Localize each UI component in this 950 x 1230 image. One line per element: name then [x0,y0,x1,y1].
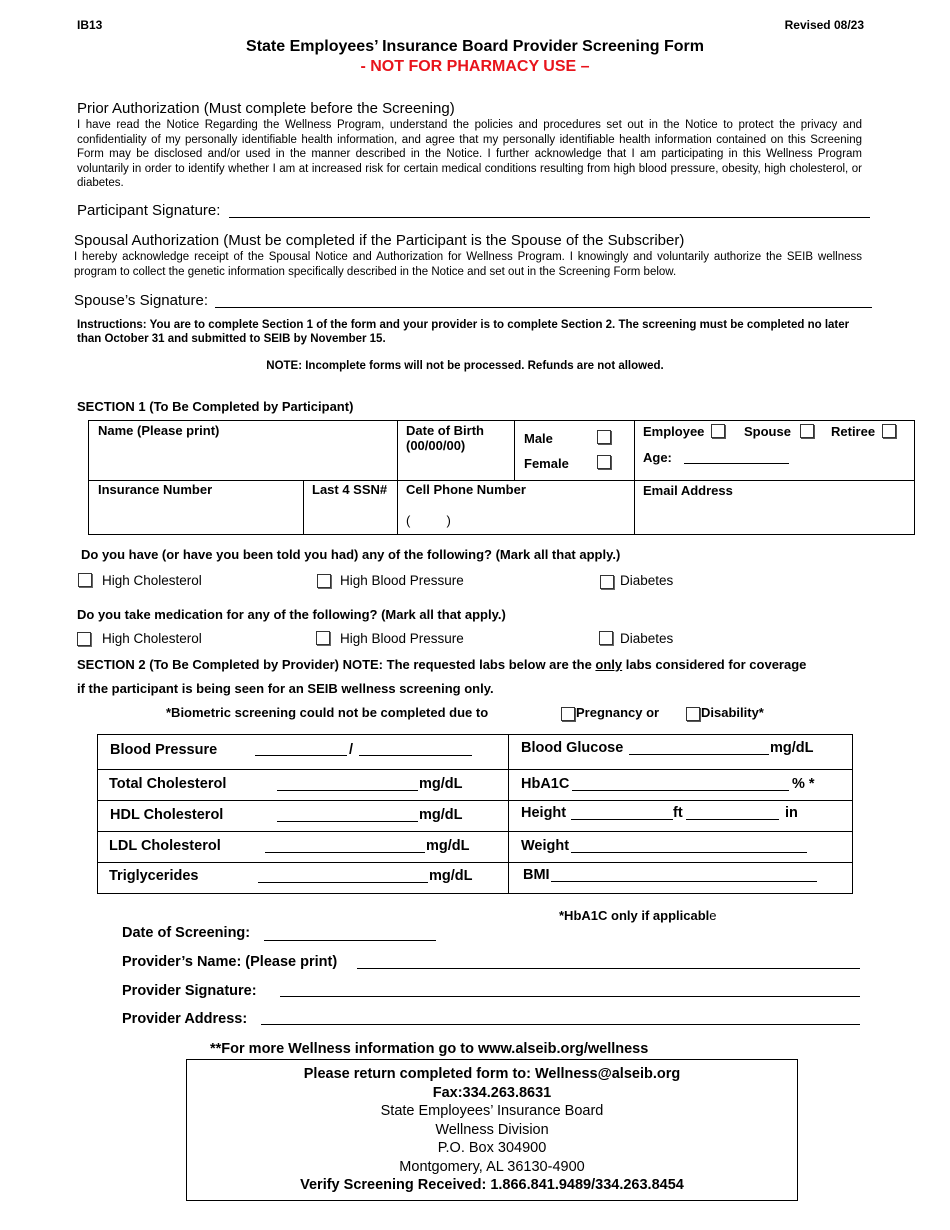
q2-high-cholesterol-label: High Cholesterol [102,631,202,646]
male-label: Male [524,431,553,446]
email-label: Email Address [643,483,733,498]
pregnancy-checkbox[interactable] [561,707,575,721]
blood-glucose-cell [509,735,853,770]
wellness-info-link: **For more Wellness information go to www.alseib.org/wellness [210,1041,649,1057]
height-inches-line[interactable] [686,819,779,820]
spouse-label: Spouse [744,424,791,439]
q1-high-cholesterol-checkbox[interactable] [78,573,92,587]
total-cholesterol-line[interactable] [277,790,418,791]
name-label: Name (Please print) [98,423,220,438]
blood-glucose-label: Blood Glucose [521,740,624,756]
hdl-cholesterol-cell [98,801,509,832]
triglycerides-unit: mg/dL [429,868,473,884]
spousal-auth-heading: Spousal Authorization (Must be completed if the Participant is the Spouse of the Subscriber) [74,232,685,249]
q2-diabetes-checkbox[interactable] [599,631,613,645]
hba1c-note-text: *HbA1C only if applicabl [559,908,710,923]
dob-format: (00/00/00) [406,438,466,453]
provider-signature-line[interactable] [280,996,860,997]
prior-auth-heading: Prior Authorization (Must complete before the Screening) [77,100,455,117]
q1-high-blood-pressure-checkbox[interactable] [317,574,331,588]
date-of-screening-label: Date of Screening: [122,925,251,941]
q2-diabetes-label: Diabetes [620,631,674,646]
insurance-number-label: Insurance Number [98,482,213,497]
hba1c-label: HbA1C [521,776,570,792]
provider-name-line[interactable] [357,968,860,969]
biometric-not-completed-note: *Biometric screening could not be completed due to [166,705,489,720]
biometrics-table [97,734,853,894]
po-box: P.O. Box 304900 [437,1140,547,1156]
height-feet-unit: ft [673,805,683,821]
triglycerides-line[interactable] [258,882,428,883]
weight-line[interactable] [571,852,807,853]
blood-glucose-line[interactable] [629,754,769,755]
participant-signature-label: Participant Signature: [77,202,221,219]
q1-high-cholesterol-label: High Cholesterol [102,573,202,588]
female-checkbox[interactable] [597,455,611,469]
height-label: Height [521,805,567,821]
section2-heading-text: SECTION 2 (To Be Completed by Provider) NOTE: The requested labs below are the [77,657,596,672]
question-conditions: Do you have (or have you been told you had) any of the following? (Mark all that apply.) [81,547,621,562]
section1-heading: SECTION 1 (To Be Completed by Participant) [77,399,354,414]
male-checkbox[interactable] [597,430,611,444]
section2-heading-tail: labs considered for coverage [622,657,807,672]
provider-name-label: Provider’s Name: (Please print) [122,954,338,970]
retiree-label: Retiree [831,424,876,439]
instructions: Instructions: You are to complete Section 1 of the form and your provider is to complete Section 2. The screening must be completed no later than October 31 and submitted to SEIB by November 15. [77,319,850,345]
participant-info-table [88,420,915,535]
systolic-line[interactable] [255,755,347,756]
hba1c-note-tail: e [709,908,717,923]
city-state-zip: Montgomery, AL 36130-4900 [399,1158,585,1175]
provider-address-line[interactable] [261,1024,860,1025]
weight-label: Weight [521,838,570,854]
section2-note-line1 [77,657,806,672]
blood-pressure-cell [98,735,509,770]
provider-signature-label: Provider Signature: [122,983,257,999]
age-line[interactable] [684,463,789,464]
prior-auth-text: I have read the Notice Regarding the Wellness Program, understand the policies and procedures set out in the Notice to protect the privacy and confidentiality of my personally identifiable health information, and agree that my personally identifiable health information contained on this Screening Form may be disclosed and/or used in the manner described in the Notice. I further acknowledge that I am participating in this Wellness Program voluntarily in order to identify whether I am at increased risk for certain medical conditions resulting from high blood pressure, obesity, high cholesterol, or diabetes. [77,119,862,189]
date-of-screening-line[interactable] [264,940,436,941]
hba1c-cell [509,770,853,801]
diastolic-line[interactable] [359,755,472,756]
employee-checkbox[interactable] [711,424,725,438]
height-feet-line[interactable] [571,819,673,820]
blood-glucose-unit: mg/dL [770,740,814,756]
form-code: IB13 [77,18,103,32]
org-name: State Employees’ Insurance Board [380,1103,604,1119]
incomplete-forms-note: NOTE: Incomplete forms will not be processed. Refunds are not allowed. [266,360,664,372]
return-info-box [186,1059,798,1201]
section2-note-line2: if the participant is being seen for an SEIB wellness screening only. [77,681,494,696]
bmi-label: BMI [523,867,550,883]
form-title: State Employees’ Insurance Board Provider Screening Form [246,38,704,55]
cell-phone-label: Cell Phone Number [406,482,526,497]
q1-high-blood-pressure-label: High Blood Pressure [340,573,464,588]
division-name: Wellness Division [435,1121,549,1138]
hba1c-unit: % * [792,776,815,792]
total-cholesterol-cell [98,770,509,801]
provider-address-label: Provider Address: [122,1011,248,1027]
ldl-cholesterol-cell [98,832,509,863]
participant-signature-line[interactable] [229,217,870,218]
disability-label: Disability* [701,705,764,720]
q2-high-cholesterol-checkbox[interactable] [77,632,91,646]
triglycerides-label: Triglycerides [109,868,199,884]
dob-label: Date of Birth [406,423,484,438]
form-subtitle: - NOT FOR PHARMACY USE – [360,58,590,75]
cell-area-code[interactable]: ( ) [406,513,451,528]
bmi-line[interactable] [551,881,817,882]
triglycerides-cell [98,863,509,894]
bp-separator: / [349,742,354,758]
q1-diabetes-checkbox[interactable] [600,575,614,589]
hdl-cholesterol-line[interactable] [277,821,418,822]
q2-high-blood-pressure-label: High Blood Pressure [340,631,464,646]
verify-phone: Verify Screening Received: 1.866.841.9489/334.263.8454 [300,1177,684,1193]
total-cholesterol-unit: mg/dL [419,776,463,792]
ldl-cholesterol-unit: mg/dL [426,838,470,854]
employee-label: Employee [643,424,705,439]
ldl-cholesterol-line[interactable] [265,852,425,853]
disability-checkbox[interactable] [686,707,700,721]
bmi-cell [509,863,853,894]
height-inches-unit: in [785,805,798,821]
weight-cell [509,832,853,863]
hdl-cholesterol-label: HDL Cholesterol [110,807,224,823]
last4-ssn-label: Last 4 SSN# [312,482,388,497]
question-medication: Do you take medication for any of the following? (Mark all that apply.) [77,607,506,622]
revision-date: Revised 08/23 [784,18,864,32]
female-label: Female [524,456,569,471]
hba1c-line[interactable] [572,790,789,791]
q2-high-blood-pressure-checkbox[interactable] [316,631,330,645]
only-emphasis: only [595,657,623,672]
age-label: Age: [643,450,672,465]
spousal-auth-text: I hereby acknowledge receipt of the Spousal Notice and Authorization for Wellness Program. I knowingly and voluntarily authorize the SEIB wellness program to collect the genetic information specifically described in the Notice and set out in the Screening Form below. [74,251,862,278]
hba1c-applicable-note [559,908,716,923]
hdl-cholesterol-unit: mg/dL [419,807,463,823]
total-cholesterol-label: Total Cholesterol [109,776,227,792]
q1-diabetes-label: Diabetes [620,573,674,588]
spouse-signature-label: Spouse’s Signature: [74,292,208,309]
pregnancy-label: Pregnancy or [576,705,660,720]
blood-pressure-label: Blood Pressure [110,742,218,758]
ldl-cholesterol-label: LDL Cholesterol [109,838,221,854]
return-email: Please return completed form to: Wellness@alseib.org [303,1066,681,1082]
fax-number: Fax:334.263.8631 [432,1084,552,1101]
spouse-checkbox[interactable] [800,424,814,438]
height-cell [509,801,853,832]
retiree-checkbox[interactable] [882,424,896,438]
spouse-signature-line[interactable] [215,307,872,308]
